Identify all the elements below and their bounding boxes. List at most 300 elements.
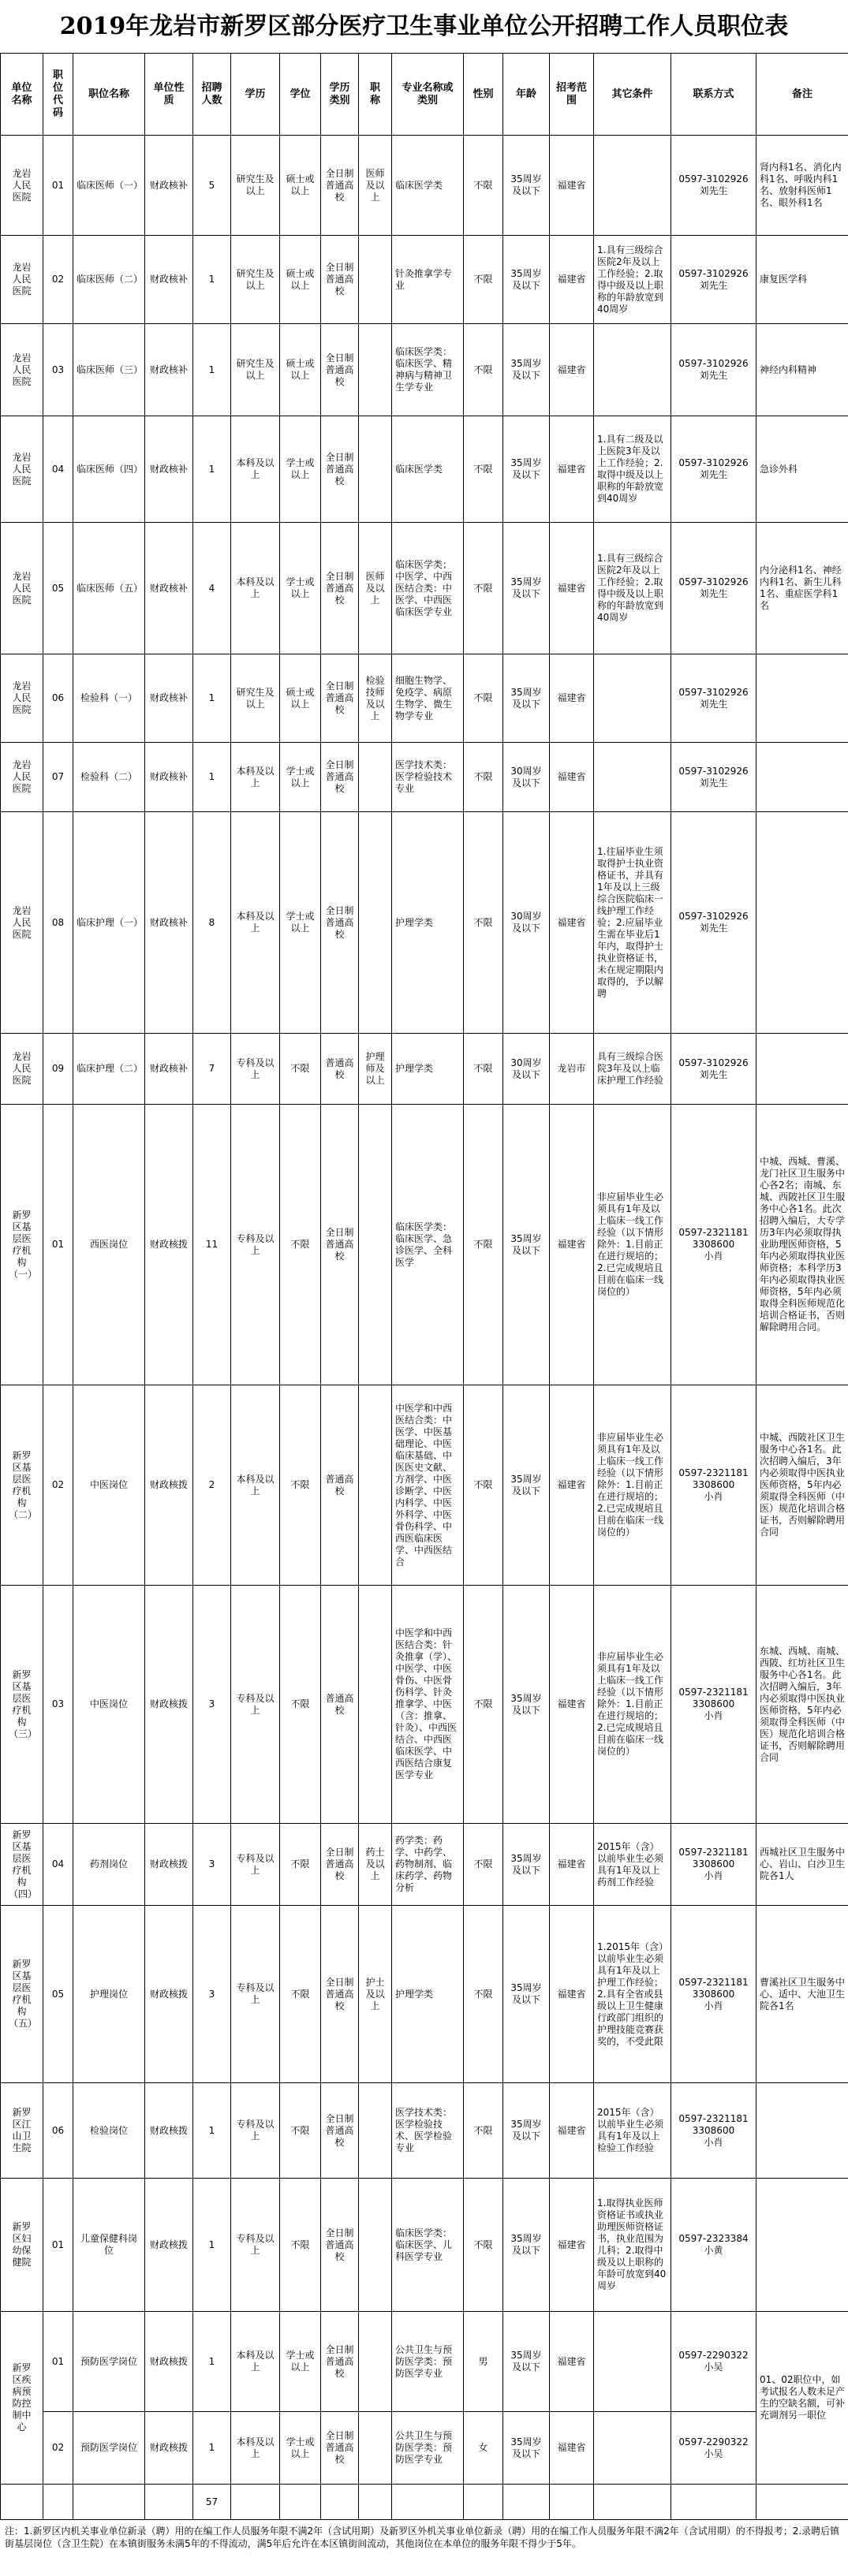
cell-unit-name: 龙岩人民医院 bbox=[1, 416, 43, 523]
cell-hire-count: 4 bbox=[193, 523, 231, 654]
cell-unit-nature: 财政核补 bbox=[145, 136, 193, 236]
contact-line: 刘先生 bbox=[699, 469, 728, 480]
cell-position-code: 01 bbox=[43, 136, 73, 236]
cell-other-conditions: 1.具有三级综合医院2年及以上工作经验；2.取得中级及以上职称的年龄放宽到40周岁 bbox=[594, 236, 671, 324]
cell-remarks bbox=[756, 743, 848, 812]
cell-major: 公共卫生与预防医学类：预防医学专业 bbox=[392, 2412, 464, 2485]
cell-gender: 不限 bbox=[464, 136, 503, 236]
cell-professional-title bbox=[359, 2412, 392, 2485]
contact-line: 0597-2321181 bbox=[678, 1847, 749, 1858]
cell-other-conditions: 非应届毕业生必须具有1年及以上临床一线工作经验（以下情形除外：1.目前正在进行规培的；2.已完成规培且目前在临床一线岗位的） bbox=[594, 1385, 671, 1586]
cell-contact bbox=[671, 1824, 756, 1906]
cell-professional-title bbox=[359, 2179, 392, 2312]
contact-line: 3308600 bbox=[692, 1988, 735, 2000]
cell-unit-name: 龙岩人民医院 bbox=[1, 136, 43, 236]
cell-education: 专科及以上 bbox=[231, 2179, 280, 2312]
cell-hire-count: 1 bbox=[193, 2083, 231, 2179]
cell-contact bbox=[671, 1586, 756, 1824]
total-cell bbox=[231, 2485, 280, 2520]
cell-education: 本科及以上 bbox=[231, 2412, 280, 2485]
cell-education: 研究生及以上 bbox=[231, 324, 280, 416]
col-education: 学历 bbox=[231, 54, 280, 136]
cell-position-code: 02 bbox=[43, 1385, 73, 1586]
cell-hire-count: 7 bbox=[193, 1034, 231, 1105]
cell-age: 35周岁及以下 bbox=[503, 324, 550, 416]
cell-position-title: 临床护理（二） bbox=[73, 1034, 145, 1105]
cell-age: 35周岁及以下 bbox=[503, 2179, 550, 2312]
contact-line: 刘先生 bbox=[699, 923, 728, 934]
cell-gender: 不限 bbox=[464, 236, 503, 324]
cell-position-code: 06 bbox=[43, 654, 73, 743]
total-cell bbox=[1, 2485, 43, 2520]
cell-contact bbox=[671, 743, 756, 812]
contact-line: 刘先生 bbox=[699, 588, 728, 599]
cell-hire-count: 5 bbox=[193, 136, 231, 236]
cell-position-code: 03 bbox=[43, 1586, 73, 1824]
cell-contact bbox=[671, 812, 756, 1034]
cell-education-type: 全日制普通高校 bbox=[321, 2179, 359, 2312]
contact-line: 0597-2321181 bbox=[678, 1227, 749, 1238]
cell-unit-nature: 财政核补 bbox=[145, 743, 193, 812]
cell-professional-title bbox=[359, 812, 392, 1034]
cell-age: 35周岁及以下 bbox=[503, 2412, 550, 2485]
contact-line: 小肖 bbox=[704, 2000, 723, 2011]
cell-contact bbox=[671, 523, 756, 654]
cell-gender: 不限 bbox=[464, 1034, 503, 1105]
cell-position-code: 03 bbox=[43, 324, 73, 416]
col-education-type: 学历类别 bbox=[321, 54, 359, 136]
cell-position-code: 01 bbox=[43, 2179, 73, 2312]
cell-position-code: 02 bbox=[43, 2412, 73, 2485]
header-row bbox=[1, 54, 848, 136]
cell-unit-nature: 财政核拨 bbox=[145, 1105, 193, 1385]
col-scope: 招考范围 bbox=[550, 54, 594, 136]
contact-line: 小吴 bbox=[704, 2447, 723, 2459]
cell-scope: 福建省 bbox=[550, 523, 594, 654]
cell-major: 护理学类 bbox=[392, 1034, 464, 1105]
table-row bbox=[1, 1105, 848, 1385]
total-cell bbox=[73, 2485, 145, 2520]
cell-other-conditions: 具有三级综合医院3年及以上临床护理工作经验 bbox=[594, 1034, 671, 1105]
cell-position-code: 02 bbox=[43, 236, 73, 324]
cell-scope: 福建省 bbox=[550, 236, 594, 324]
cell-other-conditions: 1.取得执业医师资格证书或执业助理医师资格证书，执业范围为儿科；2.取得中级及以上职称的年龄可放宽到40周岁 bbox=[594, 2179, 671, 2312]
col-age: 年龄 bbox=[503, 54, 550, 136]
cell-position-title: 临床医师（一） bbox=[73, 136, 145, 236]
cell-unit-nature: 财政核拨 bbox=[145, 2412, 193, 2485]
cell-gender: 不限 bbox=[464, 654, 503, 743]
cell-unit-nature: 财政核拨 bbox=[145, 2312, 193, 2412]
cell-degree: 学士或以上 bbox=[280, 523, 321, 654]
cell-age: 35周岁及以下 bbox=[503, 2083, 550, 2179]
cell-position-title: 检验科（二） bbox=[73, 743, 145, 812]
cell-unit-nature: 财政核拨 bbox=[145, 2179, 193, 2312]
table-row bbox=[1, 2083, 848, 2179]
cell-education-type: 全日制普通高校 bbox=[321, 812, 359, 1034]
cell-position-title: 预防医学岗位 bbox=[73, 2312, 145, 2412]
cell-major: 临床医学类：临床医学、儿科医学专业 bbox=[392, 2179, 464, 2312]
cell-gender: 不限 bbox=[464, 416, 503, 523]
cell-education-type: 普通高校 bbox=[321, 1034, 359, 1105]
cell-scope: 福建省 bbox=[550, 1105, 594, 1385]
positions-table bbox=[0, 53, 848, 2520]
cell-age: 35周岁及以下 bbox=[503, 1906, 550, 2083]
cell-unit-name: 龙岩人民医院 bbox=[1, 743, 43, 812]
contact-line: 0597-2323384 bbox=[678, 2233, 749, 2244]
contact-line: 0597-2321181 bbox=[678, 2112, 749, 2124]
cell-age: 35周岁及以下 bbox=[503, 654, 550, 743]
cell-position-code: 07 bbox=[43, 743, 73, 812]
cell-degree: 硕士或以上 bbox=[280, 136, 321, 236]
cell-other-conditions: 1.往届毕业生须取得护士执业资格证书，并具有1年及以上三级综合医院临床一线护理工作经验；2.应届毕业生需在毕业后1年内，取得护士执业资格证书，未在规定期限内取得的，予以解聘 bbox=[594, 812, 671, 1034]
cell-hire-count: 3 bbox=[193, 1824, 231, 1906]
contact-line: 0597-3102926 bbox=[678, 576, 749, 587]
cell-hire-count: 1 bbox=[193, 2179, 231, 2312]
cell-education-type: 全日制普通高校 bbox=[321, 1105, 359, 1385]
cell-position-title: 临床医师（五） bbox=[73, 523, 145, 654]
cell-other-conditions: 1.具有二级及以上医院3年及以上工作经验；2.取得中级及以上职称的年龄放宽到40周岁 bbox=[594, 416, 671, 523]
cell-degree: 硕士或以上 bbox=[280, 236, 321, 324]
cell-unit-nature: 财政核补 bbox=[145, 324, 193, 416]
cell-unit-name: 龙岩人民医院 bbox=[1, 1034, 43, 1105]
contact-line: 小吴 bbox=[704, 2362, 723, 2373]
cell-remarks: 曹溪社区卫生服务中心、适中、大池卫生院各1名 bbox=[756, 1906, 848, 2083]
cell-remarks: 神经内科精神 bbox=[756, 324, 848, 416]
cell-major: 护理学类 bbox=[392, 1906, 464, 2083]
cell-remarks: 急诊外科 bbox=[756, 416, 848, 523]
contact-line: 0597-2321181 bbox=[678, 1687, 749, 1698]
contact-line: 3308600 bbox=[692, 1698, 735, 1709]
cell-hire-count: 1 bbox=[193, 2312, 231, 2412]
cell-education: 本科及以上 bbox=[231, 743, 280, 812]
cell-degree: 学士或以上 bbox=[280, 812, 321, 1034]
col-degree: 学位 bbox=[280, 54, 321, 136]
cell-unit-name: 新罗区基层医疗机构（二） bbox=[1, 1385, 43, 1586]
cell-gender: 不限 bbox=[464, 1906, 503, 2083]
cell-scope: 福建省 bbox=[550, 416, 594, 523]
cell-education: 本科及以上 bbox=[231, 523, 280, 654]
table-row bbox=[1, 812, 848, 1034]
cell-unit-name: 新罗区疾病预防控制中心 bbox=[1, 2312, 43, 2485]
total-count: 57 bbox=[193, 2485, 231, 2520]
contact-line: 0597-2290322 bbox=[678, 2436, 749, 2447]
cell-hire-count: 3 bbox=[193, 1586, 231, 1824]
cell-major: 临床医学类：临床医学、精神病与精神卫生学专业 bbox=[392, 324, 464, 416]
cell-education: 本科及以上 bbox=[231, 812, 280, 1034]
cell-major: 医学技术类：医学检验技术专业 bbox=[392, 743, 464, 812]
cell-contact bbox=[671, 1034, 756, 1105]
cell-scope: 福建省 bbox=[550, 136, 594, 236]
cell-other-conditions bbox=[594, 2412, 671, 2485]
cell-gender: 不限 bbox=[464, 2083, 503, 2179]
cell-education: 专科及以上 bbox=[231, 2083, 280, 2179]
cell-gender: 不限 bbox=[464, 743, 503, 812]
cell-education-type: 全日制普通高校 bbox=[321, 523, 359, 654]
cell-major: 临床医学类 bbox=[392, 136, 464, 236]
cell-professional-title bbox=[359, 2312, 392, 2412]
col-remarks: 备注 bbox=[756, 54, 848, 136]
contact-line: 小肖 bbox=[704, 2136, 723, 2148]
cell-contact bbox=[671, 236, 756, 324]
table-row bbox=[1, 1906, 848, 2083]
cell-unit-nature: 财政核补 bbox=[145, 523, 193, 654]
contact-line: 0597-3102926 bbox=[678, 1057, 749, 1068]
contact-line: 0597-3102926 bbox=[678, 173, 749, 185]
cell-hire-count: 11 bbox=[193, 1105, 231, 1385]
col-hire-count: 招聘人数 bbox=[193, 54, 231, 136]
cell-professional-title bbox=[359, 1105, 392, 1385]
total-cell bbox=[359, 2485, 392, 2520]
cell-scope: 福建省 bbox=[550, 654, 594, 743]
cell-major: 药学类：药学、中药学、药物制剂、临床药学、药物分析 bbox=[392, 1824, 464, 1906]
cell-scope: 福建省 bbox=[550, 2083, 594, 2179]
cell-unit-name: 新罗区基层医疗机构（五） bbox=[1, 1906, 43, 2083]
cell-unit-name: 新罗区江山卫生院 bbox=[1, 2083, 43, 2179]
cell-position-title: 护理岗位 bbox=[73, 1906, 145, 2083]
cell-professional-title bbox=[359, 743, 392, 812]
cell-age: 35周岁及以下 bbox=[503, 416, 550, 523]
cell-scope: 福建省 bbox=[550, 812, 594, 1034]
cell-unit-name: 新罗区基层医疗机构（一） bbox=[1, 1105, 43, 1385]
cell-position-title: 西医岗位 bbox=[73, 1105, 145, 1385]
total-cell bbox=[145, 2485, 193, 2520]
cell-other-conditions bbox=[594, 136, 671, 236]
cell-professional-title: 护士及以上 bbox=[359, 1906, 392, 2083]
cell-hire-count: 1 bbox=[193, 236, 231, 324]
cell-unit-nature: 财政核拨 bbox=[145, 1824, 193, 1906]
cell-scope: 福建省 bbox=[550, 1385, 594, 1586]
cell-unit-name: 龙岩人民医院 bbox=[1, 812, 43, 1034]
cell-hire-count: 1 bbox=[193, 654, 231, 743]
total-cell bbox=[321, 2485, 359, 2520]
cell-position-code: 09 bbox=[43, 1034, 73, 1105]
contact-line: 0597-3102926 bbox=[678, 358, 749, 369]
cell-age: 35周岁及以下 bbox=[503, 1105, 550, 1385]
cell-unit-nature: 财政核补 bbox=[145, 654, 193, 743]
cell-remarks: 内分泌科1名、神经内科1名、新生儿科1名、重症医学科1名 bbox=[756, 523, 848, 654]
cell-position-title: 临床医师（四） bbox=[73, 416, 145, 523]
cell-scope: 福建省 bbox=[550, 1824, 594, 1906]
cell-remarks bbox=[756, 1034, 848, 1105]
cell-remarks bbox=[756, 654, 848, 743]
cell-position-code: 05 bbox=[43, 1906, 73, 2083]
cell-position-title: 检验岗位 bbox=[73, 2083, 145, 2179]
cell-education-type: 全日制普通高校 bbox=[321, 2083, 359, 2179]
cell-scope: 福建省 bbox=[550, 324, 594, 416]
cell-major: 临床医学类；中医学、中西医结合类：中医学、中西医临床医学专业 bbox=[392, 523, 464, 654]
cell-gender: 不限 bbox=[464, 2179, 503, 2312]
table-row bbox=[1, 416, 848, 523]
cell-position-code: 05 bbox=[43, 523, 73, 654]
cell-age: 35周岁及以下 bbox=[503, 136, 550, 236]
cell-gender: 不限 bbox=[464, 1586, 503, 1824]
table-row bbox=[1, 324, 848, 416]
cell-professional-title bbox=[359, 1385, 392, 1586]
cell-age: 35周岁及以下 bbox=[503, 1824, 550, 1906]
cell-contact bbox=[671, 1385, 756, 1586]
cell-degree: 学士或以上 bbox=[280, 416, 321, 523]
cell-remarks bbox=[756, 2179, 848, 2312]
contact-line: 3308600 bbox=[692, 1479, 735, 1490]
table-row bbox=[1, 2179, 848, 2312]
cell-age: 30周岁及以下 bbox=[503, 743, 550, 812]
cell-major: 临床医学类 bbox=[392, 416, 464, 523]
col-other-conditions: 其它条件 bbox=[594, 54, 671, 136]
contact-line: 0597-3102926 bbox=[678, 686, 749, 698]
cell-contact bbox=[671, 324, 756, 416]
cell-remarks: 01、02职位中，如考试报名人数未足产生的空缺名额，可补充调剂另一职位 bbox=[756, 2312, 848, 2485]
contact-line: 刘先生 bbox=[699, 698, 728, 710]
contact-line: 3308600 bbox=[692, 1858, 735, 1870]
cell-position-code: 01 bbox=[43, 2312, 73, 2412]
table-row bbox=[1, 1824, 848, 1906]
cell-hire-count: 1 bbox=[193, 324, 231, 416]
cell-degree: 硕士或以上 bbox=[280, 324, 321, 416]
cell-unit-name: 龙岩人民医院 bbox=[1, 324, 43, 416]
cell-education: 研究生及以上 bbox=[231, 654, 280, 743]
cell-position-title: 中医岗位 bbox=[73, 1586, 145, 1824]
cell-other-conditions: 2015年（含）以前毕业生必须具有1年及以上药剂工作经验 bbox=[594, 1824, 671, 1906]
cell-unit-name: 新罗区妇幼保健院 bbox=[1, 2179, 43, 2312]
total-cell bbox=[392, 2485, 464, 2520]
cell-major: 细胞生物学、免疫学、病原生物学、微生物学专业 bbox=[392, 654, 464, 743]
contact-line: 小肖 bbox=[704, 1870, 723, 1881]
cell-degree: 学士或以上 bbox=[280, 743, 321, 812]
cell-unit-name: 龙岩人民医院 bbox=[1, 654, 43, 743]
cell-other-conditions bbox=[594, 654, 671, 743]
contact-line: 0597-3102926 bbox=[678, 765, 749, 777]
table-row bbox=[1, 654, 848, 743]
cell-education-type: 全日制普通高校 bbox=[321, 1906, 359, 2083]
cell-gender: 不限 bbox=[464, 1385, 503, 1586]
contact-line: 0597-3102926 bbox=[678, 457, 749, 468]
cell-unit-nature: 财政核拨 bbox=[145, 1385, 193, 1586]
cell-age: 35周岁及以下 bbox=[503, 2312, 550, 2412]
cell-scope: 福建省 bbox=[550, 743, 594, 812]
cell-education-type: 全日制普通高校 bbox=[321, 416, 359, 523]
cell-professional-title bbox=[359, 324, 392, 416]
cell-education-type: 全日制普通高校 bbox=[321, 654, 359, 743]
col-position-title: 职位名称 bbox=[73, 54, 145, 136]
cell-education-type: 全日制普通高校 bbox=[321, 743, 359, 812]
contact-line: 刘先生 bbox=[699, 1068, 728, 1080]
contact-line: 小肖 bbox=[704, 1491, 723, 1502]
total-cell bbox=[503, 2485, 550, 2520]
cell-gender: 男 bbox=[464, 2312, 503, 2412]
table-row bbox=[1, 236, 848, 324]
cell-position-title: 临床医师（三） bbox=[73, 324, 145, 416]
cell-education-type: 全日制普通高校 bbox=[321, 2412, 359, 2485]
cell-education: 专科及以上 bbox=[231, 1034, 280, 1105]
cell-major: 护理学类 bbox=[392, 812, 464, 1034]
cell-unit-nature: 财政核拨 bbox=[145, 1906, 193, 2083]
cell-contact bbox=[671, 416, 756, 523]
cell-degree: 不限 bbox=[280, 1034, 321, 1105]
cell-degree: 不限 bbox=[280, 2179, 321, 2312]
contact-line: 小肖 bbox=[704, 1251, 723, 1262]
cell-age: 30周岁及以下 bbox=[503, 1034, 550, 1105]
cell-position-code: 04 bbox=[43, 1824, 73, 1906]
cell-position-code: 04 bbox=[43, 416, 73, 523]
cell-major: 中医学和中西医结合类：针灸推拿（学）、中医学、中医骨伤、中医骨伤科学、针灸推拿学、中医（含：推拿、针灸）、中西医结合、中西医临床医学、中西医结合康复医学专业 bbox=[392, 1586, 464, 1824]
col-unit-nature: 单位性质 bbox=[145, 54, 193, 136]
cell-scope: 福建省 bbox=[550, 1586, 594, 1824]
cell-unit-name: 龙岩人民医院 bbox=[1, 236, 43, 324]
cell-unit-nature: 财政核拨 bbox=[145, 1586, 193, 1824]
cell-degree: 学士或以上 bbox=[280, 2312, 321, 2412]
cell-gender: 不限 bbox=[464, 1824, 503, 1906]
footnote: 注：1.新罗区内机关事业单位新录（聘）用的在编工作人员服务年限不满2年（含试用期）及新罗区外机关事业单位新录（聘）用的在编工作人员服务年限不满2年（含试用期）的不得报考；2.录聘后镇街基层岗位（含卫生院）在本镇街服务未满5年的不得流动，满5年后允许在本区镇街间流动，其他岗位在本单位的服务年限不得少于5年。 bbox=[5, 2526, 840, 2549]
cell-position-code: 06 bbox=[43, 2083, 73, 2179]
cell-major: 医学技术类：医学检验技术、医学检验专业 bbox=[392, 2083, 464, 2179]
table-row bbox=[1, 2312, 848, 2412]
cell-position-title: 临床护理（一） bbox=[73, 812, 145, 1034]
contact-line: 0597-2321181 bbox=[678, 1976, 749, 1988]
cell-contact bbox=[671, 2412, 756, 2485]
total-cell bbox=[280, 2485, 321, 2520]
cell-education-type: 全日制普通高校 bbox=[321, 2312, 359, 2412]
table-row bbox=[1, 136, 848, 236]
cell-unit-name: 新罗区基层医疗机构（四） bbox=[1, 1824, 43, 1906]
cell-unit-nature: 财政核拨 bbox=[145, 2083, 193, 2179]
cell-remarks: 肾内科1名、消化内科1名、呼吸内科1名、放射科医师1名、眼外科1名 bbox=[756, 136, 848, 236]
cell-education-type: 普通高校 bbox=[321, 1586, 359, 1824]
table-row bbox=[1, 2412, 848, 2485]
cell-unit-name: 龙岩人民医院 bbox=[1, 523, 43, 654]
table-row bbox=[1, 1586, 848, 1824]
cell-degree: 不限 bbox=[280, 1385, 321, 1586]
cell-degree: 学士或以上 bbox=[280, 2412, 321, 2485]
table-row bbox=[1, 743, 848, 812]
contact-line: 0597-2290322 bbox=[678, 2350, 749, 2361]
cell-other-conditions: 1.2015年（含）以前毕业生必须具有1年及以上护理工作经验；2.具有全省或县级以上卫生健康行政部门组织的护理技能竞赛获奖的，不受此限 bbox=[594, 1906, 671, 2083]
cell-remarks: 中城、西城、曹溪、龙门社区卫生服务中心各2名；南城、东城、西陂社区卫生服务中心各1名。此次招聘入编后，大专学历3年内必须取得执业助理医师资格，5年内必须取得执业医师资格；本科学历3年内必须取得执业医师资格，5年内必须取得全科医师规范化培训合格证书，否则解除聘用合同。 bbox=[756, 1105, 848, 1385]
contact-line: 刘先生 bbox=[699, 185, 728, 196]
cell-professional-title bbox=[359, 1586, 392, 1824]
cell-degree: 不限 bbox=[280, 1906, 321, 2083]
cell-position-title: 检验科（一） bbox=[73, 654, 145, 743]
contact-line: 刘先生 bbox=[699, 777, 728, 788]
cell-hire-count: 1 bbox=[193, 2412, 231, 2485]
col-professional-title: 职称 bbox=[359, 54, 392, 136]
cell-education-type: 普通高校 bbox=[321, 1385, 359, 1586]
cell-degree: 不限 bbox=[280, 1586, 321, 1824]
cell-remarks bbox=[756, 2083, 848, 2179]
total-cell bbox=[550, 2485, 594, 2520]
table-row bbox=[1, 1385, 848, 1586]
cell-education-type: 全日制普通高校 bbox=[321, 324, 359, 416]
cell-scope: 福建省 bbox=[550, 2412, 594, 2485]
cell-professional-title: 护理师及以上 bbox=[359, 1034, 392, 1105]
table-row bbox=[1, 523, 848, 654]
cell-scope: 福建省 bbox=[550, 2312, 594, 2412]
total-cell bbox=[756, 2485, 848, 2520]
cell-remarks: 西城社区卫生服务中心、岩山、白沙卫生院各1人 bbox=[756, 1824, 848, 1906]
total-row bbox=[1, 2485, 848, 2520]
cell-remarks bbox=[756, 812, 848, 1034]
contact-line: 0597-3102926 bbox=[678, 911, 749, 922]
cell-unit-nature: 财政核补 bbox=[145, 416, 193, 523]
cell-major: 针灸推拿学专业 bbox=[392, 236, 464, 324]
cell-major: 临床医学类：临床医学、急诊医学、全科医学 bbox=[392, 1105, 464, 1385]
cell-other-conditions bbox=[594, 2312, 671, 2412]
cell-position-title: 临床医师（二） bbox=[73, 236, 145, 324]
cell-education: 专科及以上 bbox=[231, 1586, 280, 1824]
cell-age: 35周岁及以下 bbox=[503, 1586, 550, 1824]
cell-position-title: 预防医学岗位 bbox=[73, 2412, 145, 2485]
cell-other-conditions bbox=[594, 324, 671, 416]
cell-education-type: 全日制普通高校 bbox=[321, 1824, 359, 1906]
